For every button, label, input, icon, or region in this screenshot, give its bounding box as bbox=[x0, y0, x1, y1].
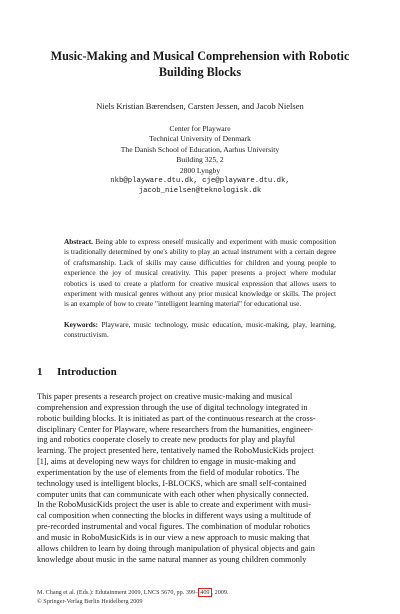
body-line: experimentation by the use of elements from the field of modular robotics. The bbox=[37, 467, 300, 477]
email-line: nkb@playware.dtu.dk, cje@playware.dtu.dk, bbox=[110, 177, 290, 186]
title-line: Music-Making and Musical Comprehension with Robotic bbox=[50, 49, 350, 63]
abstract-label: Abstract. bbox=[64, 237, 93, 246]
body-line: allows children to learn by doing through manipulation of physical objects and gain bbox=[37, 543, 315, 553]
page-footer bbox=[37, 588, 229, 606]
body-text bbox=[37, 392, 363, 566]
body-line: robotic building blocks. It is initiated as part of the continuous research at the cross- bbox=[37, 413, 316, 423]
body-line: learning. The project presented here, tentatively named the RoboMusicKids project bbox=[37, 446, 314, 456]
body-line: This paper presents a research project on creative music-making and musical bbox=[37, 392, 293, 401]
body-line: pre-recorded instrumental and vocal figures. The combination of modular robotics bbox=[37, 522, 311, 532]
affiliation-block bbox=[20, 124, 380, 197]
section-number: 1 bbox=[37, 366, 43, 378]
copyright-line: © Springer-Verlag Berlin Heidelberg 2009 bbox=[37, 598, 143, 605]
affiliation-line: 2800 Lyngby bbox=[179, 165, 221, 175]
title-line: Building Blocks bbox=[158, 65, 242, 79]
body-line: and music in RoboMusicKids is in our view a new approach to music making that bbox=[37, 532, 310, 542]
affiliation-line: Center for Playware bbox=[169, 124, 231, 133]
affiliation-line: Building 325, 2 bbox=[176, 155, 224, 165]
keywords bbox=[64, 320, 336, 341]
abstract-text: Being able to express oneself musically and experiment with music composition is traditionally determined by one's ability to play an actual instrument with a certain degree of craftsmanship. Lack of skills may cause difficulties for children and young people to experience the joy of musical creativity. This paper presents a project where modular robotics is used to create a platform for creative musical expression that allows users to experiment with musical genres without any prior musical knowledge or skills. The project is an example of how to create "intelligent learning material" for educational use. bbox=[64, 237, 336, 309]
citation-year: , 2009. bbox=[211, 589, 229, 596]
citation-text: M. Chang et al. (Eds.): Edutainment 2009, LNCS 5670, pp. 399– bbox=[37, 589, 199, 596]
citation-line bbox=[37, 588, 229, 597]
keywords-text: Playware, music technology, music education, music-making, play, learning, constructivism. bbox=[64, 320, 337, 340]
body-line: disciplinary Center for Playware, where researchers from the humanities, engineer- bbox=[37, 424, 314, 434]
keywords-label: Keywords: bbox=[64, 320, 99, 329]
body-line: computer units that can communicate with each other when physically connected. bbox=[37, 489, 309, 499]
affiliation-line: Technical University of Denmark bbox=[149, 134, 251, 144]
body-line: ing and robotics cooperate closely to create new products for play and playful bbox=[37, 435, 296, 445]
abstract bbox=[64, 237, 336, 310]
body-line: knowledge about music in the same natural manner as young children commonly bbox=[37, 554, 307, 564]
section-title: Introduction bbox=[57, 366, 117, 378]
section-heading bbox=[37, 366, 117, 378]
body-line: technology used is intelligent blocks, I-BLOCKS, which are small self-contained bbox=[37, 478, 307, 488]
body-line: comprehension and expression through the use of digital technology integrated in bbox=[37, 402, 308, 412]
body-line: cal composition when connecting the blocks in different ways using a multitude of bbox=[37, 511, 312, 521]
paper-title bbox=[20, 48, 380, 80]
affiliation-line: The Danish School of Education, Aarhus University bbox=[120, 144, 280, 154]
body-line: In the RoboMusicKids project the user is able to create and experiment with musi- bbox=[37, 500, 311, 510]
email-line: jacob_nielsen@teknologisk.dk bbox=[138, 187, 262, 196]
author-list: Niels Kristian Bærendsen, Carsten Jessen, and Jacob Nielsen bbox=[96, 101, 304, 111]
body-line: [1], aims at developing new ways for children to engage in music-making and bbox=[37, 457, 296, 467]
page-range-link[interactable]: 409 bbox=[200, 589, 210, 596]
